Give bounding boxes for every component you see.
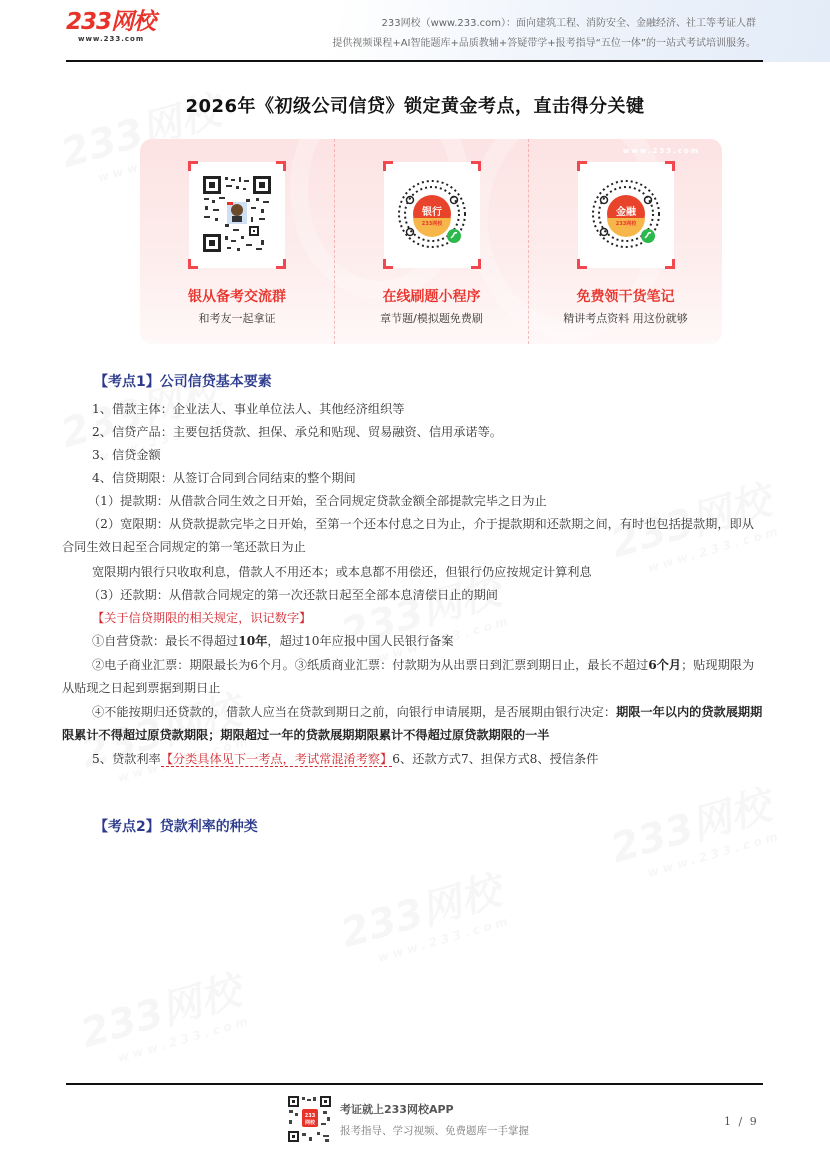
header-tagline-2: 提供视频课程+AI智能题库+品质教辅+答疑带学+报考指导“五位一体”的一站式考试培训服务。 [332, 38, 756, 49]
section-heading: 【考点1】公司信贷基本要素 [94, 374, 272, 390]
logo-text: 233网校 [66, 9, 156, 35]
logo-url: www.233.com [78, 35, 145, 43]
logo [66, 9, 166, 45]
paragraph-line: （1）提款期：从借款合同生效之日开始，至合同规定贷款金额全部提款完毕之日为止 [88, 494, 547, 508]
footer-app-title: 考证就上233网校APP [340, 1103, 454, 1116]
cross-reference-link[interactable]: 【分类具体见下一考点，考试常混淆考察】 [160, 752, 393, 766]
paragraph-line: （3）还款期：从借款合同规定的第一次还款日起至全部本息清偿日止的期间 [88, 588, 498, 602]
paragraph-line: 1、借款主体：企业法人、事业单位法人、其他经济组织等 [92, 402, 405, 416]
promo-banner [140, 139, 722, 344]
qr-frame [189, 162, 285, 268]
paragraph-line: ①自营贷款：最长不得超过10年，超过10年应报中国人民银行备案 [92, 634, 454, 648]
paragraph-line: 5、贷款利率【分类具体见下一考点，考试常混淆考察】6、还款方式7、担保方式8、授信条件 [92, 752, 599, 766]
svg-text:金融: 金融 [615, 207, 636, 218]
header-divider [66, 60, 763, 62]
app-qr-code-icon[interactable] [287, 1095, 332, 1143]
header-tagline-1: 233网校（www.233.com）：面向建筑工程、消防安全、金融经济、社工等考证人群 [381, 18, 756, 29]
svg-text:网校: 网校 [304, 1120, 316, 1126]
watermark [73, 958, 253, 1072]
page-header [0, 0, 830, 62]
svg-text:233网校: 233网校 [615, 221, 636, 227]
paragraph-line: 3、信贷金额 [92, 448, 161, 462]
banner-url: www.233.com [622, 147, 700, 155]
mini-program-code-icon[interactable] [590, 174, 662, 254]
qr-frame [578, 162, 674, 268]
card-title: 免费领干货笔记 [576, 289, 675, 305]
section-heading: 【考点2】贷款利率的种类 [94, 819, 258, 835]
footer-divider [66, 1083, 763, 1085]
paragraph-line: （2）宽限期：从贷款提款完毕之日开始，至第一个还本付息之日为止，介于提款期和还款期之间，有时也包括提款期，即从合同生效日起至合同规定的第一笔还款日为止 [62, 517, 754, 554]
promo-card-study-group[interactable] [140, 139, 334, 344]
paragraph-line: 宽限期内银行只收取利息，借款人不用还本；或本息都不用偿还，但银行仍应按规定计算利息 [92, 565, 592, 579]
card-subtitle: 章节题/模拟题免费刷 [380, 312, 483, 325]
footer-app-subtitle: 报考指导、学习视频、免费题库一手掌握 [340, 1125, 529, 1137]
qr-code-icon[interactable] [201, 174, 273, 254]
paragraph-line: ④不能按期归还贷款的，借款人应当在贷款到期日之前，向银行申请展期，是否展期由银行决定：期限一年以内的贷款展期期限累计不得超过原贷款期限；期限超过一年的贷款展期期限累计不得超过原贷款期限的一半 [62, 705, 763, 742]
promo-card-free-notes[interactable] [528, 139, 722, 344]
svg-text:银行: 银行 [421, 207, 442, 218]
svg-text:233: 233 [304, 1113, 316, 1119]
paragraph-line: 2、信贷产品：主要包括贷款、担保、承兑和贴现、贸易融资、信用承诺等。 [92, 425, 502, 439]
watermark [333, 858, 513, 972]
highlight-note: 【关于信贷期限的相关规定，识记数字】 [92, 611, 312, 625]
paragraph-line: ②电子商业汇票：期限最长为6个月。③纸质商业汇票：付款期为从出票日到汇票到期日止，最长不超过6个月；贴现期限为从贴现之日起到票据到期日止 [62, 658, 755, 695]
page-title: 2026年《初级公司信贷》锁定黄金考点，直击得分关键 [185, 96, 645, 117]
paragraph-line: 4、信贷期限：从签订合同到合同结束的整个期间 [92, 471, 356, 485]
promo-card-quiz-miniprogram[interactable] [334, 139, 528, 344]
card-subtitle: 精讲考点资料 用这份就够 [563, 312, 688, 325]
watermark [603, 773, 783, 887]
card-title: 银从备考交流群 [188, 289, 286, 305]
qr-frame [384, 162, 480, 268]
card-subtitle: 和考友一起拿证 [198, 312, 276, 325]
card-title: 在线刷题小程序 [382, 289, 481, 305]
svg-text:233网校: 233网校 [421, 221, 442, 227]
page-number: 1 / 9 [724, 1115, 759, 1128]
mini-program-code-icon[interactable] [396, 174, 468, 254]
